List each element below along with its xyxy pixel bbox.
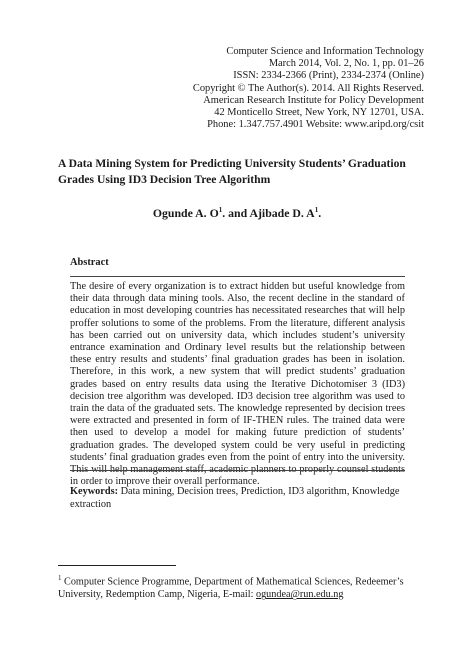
footnote-marker: 1	[58, 574, 62, 582]
author-line-end: .	[318, 206, 322, 220]
journal-address: 42 Monticello Street, New York, NY 12701, USA.	[214, 107, 424, 119]
journal-publisher: American Research Institute for Policy Development	[203, 94, 424, 106]
journal-header	[193, 46, 424, 131]
footnote-email-link[interactable]: ogundea@run.edu.ng	[255, 589, 344, 601]
author-1: Ogunde A. O	[152, 206, 219, 220]
abstract-heading: Abstract	[70, 257, 109, 268]
author-2-affiliation-mark: 1	[314, 206, 319, 215]
keywords-label: Keywords:	[70, 486, 119, 497]
abstract-body: The desire of every organization is to extract hidden but useful knowledge from their data through data mining tools. Also, the recent decline in the standard of education in most developing countries has necessitated researches that will help proffer solutions to some of the problems. From the literature, different analysis has been carried out on university data, which includes student’s university entrance examination and Ordinary level results but the relationship between these entry results and students’ final graduation grades has been in isolation. Therefore, in this work, a new system that will predict students’ graduation grades based on entry results data using the Iterative Dichotomiser 3 (ID3) decision tree algorithm was developed. ID3 decision tree algorithm was used to train the data of the graduated sets. The knowledge represented by decision trees were extracted and presented in form of IF-THEN rules. The trained data were then used to develop a model for making future prediction of students’ graduation grades. The developed system could be very useful in predicting students’ final graduation grades even from the point of entry into the university. This will help management staff, academic planners to properly counsel students in order to improve their overall performance.	[70, 281, 405, 488]
footnote	[58, 572, 434, 601]
journal-issue: March 2014, Vol. 2, No. 1, pp. 01–26	[268, 58, 424, 70]
author-joiner: . and	[222, 206, 250, 220]
author-2: Ajibade D. A	[249, 206, 315, 220]
journal-contact: Phone: 1.347.757.4901 Website: www.aripd.org/csit	[207, 119, 424, 131]
journal-copyright: Copyright © The Author(s). 2014. All Rights Reserved.	[192, 82, 424, 94]
footnote-text: Computer Science Programme, Department of Mathematical Sciences, Redeemer’s University, Redemption Camp, Nigeria, E-mail:	[58, 576, 404, 601]
keywords-list: Data mining, Decision trees, Prediction, ID3 algorithm, Knowledge extraction	[70, 486, 400, 510]
journal-name: Computer Science and Information Technology	[226, 46, 424, 57]
abstract-bottom-rule	[70, 470, 405, 471]
abstract-top-rule	[70, 276, 405, 277]
author-line	[0, 206, 474, 221]
paper-title: A Data Mining System for Predicting University Students’ Graduation Grades Using ID3 Decision Tree Algorithm	[58, 157, 406, 186]
author-1-affiliation-mark: 1	[218, 206, 223, 215]
footnote-separator	[58, 565, 176, 566]
journal-issn: ISSN: 2334-2366 (Print), 2334-2374 (Online)	[233, 70, 424, 82]
keywords	[70, 486, 405, 511]
